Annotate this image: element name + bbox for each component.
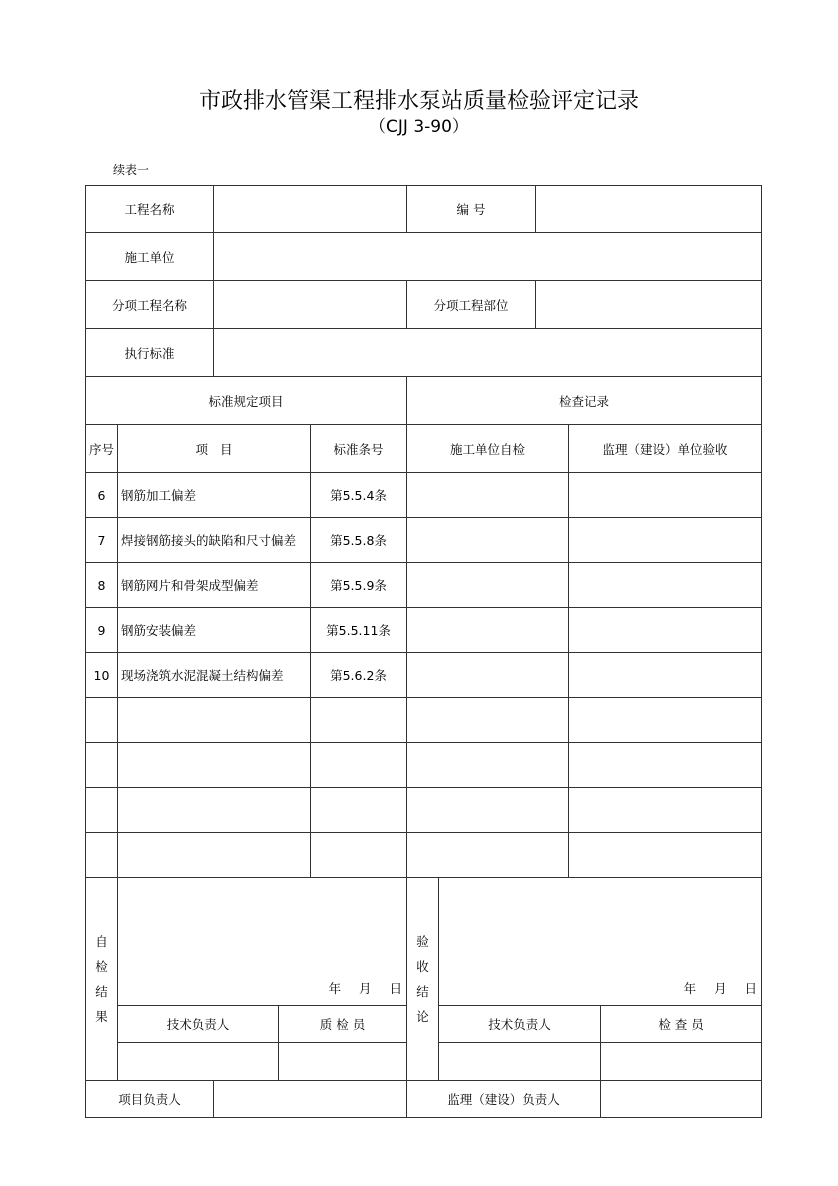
empty-cell[interactable] xyxy=(118,833,311,878)
empty-cell[interactable] xyxy=(407,698,569,743)
table-row xyxy=(86,608,762,653)
row-item: 钢筋安装偏差 xyxy=(118,608,311,653)
clause-header: 标准条号 xyxy=(311,425,407,473)
acceptance-conclusion-field[interactable] xyxy=(439,878,762,1006)
row-seq: 7 xyxy=(86,518,118,563)
row-supervision-field[interactable] xyxy=(569,653,762,698)
self-check-date: 年 月 日 xyxy=(328,981,403,996)
sub-project-name-label: 分项工程名称 xyxy=(86,281,214,329)
checker-signature[interactable] xyxy=(601,1043,762,1081)
row-item: 钢筋网片和骨架成型偏差 xyxy=(118,563,311,608)
row-seq: 6 xyxy=(86,473,118,518)
empty-cell[interactable] xyxy=(407,788,569,833)
project-lead-signature[interactable] xyxy=(214,1081,407,1118)
quality-inspector-label: 质 检 员 xyxy=(279,1006,407,1043)
empty-cell[interactable] xyxy=(118,788,311,833)
table-row xyxy=(86,518,762,563)
checker-label: 检 查 员 xyxy=(601,1006,762,1043)
empty-cell[interactable] xyxy=(86,698,118,743)
row-self-check-field[interactable] xyxy=(407,563,569,608)
self-check-result-text: 自检结果 xyxy=(95,934,108,1024)
row-clause: 第5.5.11条 xyxy=(311,608,407,653)
self-tech-lead-signature[interactable] xyxy=(118,1043,279,1081)
row-item: 钢筋加工偏差 xyxy=(118,473,311,518)
construction-unit-field[interactable] xyxy=(214,233,762,281)
row-item: 焊接钢筋接头的缺陷和尺寸偏差 xyxy=(118,518,311,563)
standard-field[interactable] xyxy=(214,329,762,377)
number-label: 编 号 xyxy=(407,186,536,233)
empty-cell[interactable] xyxy=(569,698,762,743)
empty-row xyxy=(86,788,762,833)
item-header: 项 目 xyxy=(118,425,311,473)
empty-cell[interactable] xyxy=(118,698,311,743)
self-check-header: 施工单位自检 xyxy=(407,425,569,473)
supervision-header: 监理（建设）单位验收 xyxy=(569,425,762,473)
project-name-field[interactable] xyxy=(214,186,407,233)
number-field[interactable] xyxy=(536,186,762,233)
empty-cell[interactable] xyxy=(569,743,762,788)
empty-cell[interactable] xyxy=(311,833,407,878)
standard-items-header: 标准规定项目 xyxy=(86,377,407,425)
acceptance-tech-lead-label: 技术负责人 xyxy=(439,1006,601,1043)
row-supervision-field[interactable] xyxy=(569,518,762,563)
row-item: 现场浇筑水泥混凝土结构偏差 xyxy=(118,653,311,698)
acceptance-conclusion-label xyxy=(407,878,439,1081)
empty-cell[interactable] xyxy=(569,788,762,833)
row-self-check-field[interactable] xyxy=(407,608,569,653)
row-seq: 8 xyxy=(86,563,118,608)
standard-label: 执行标准 xyxy=(86,329,214,377)
empty-cell[interactable] xyxy=(311,698,407,743)
self-check-result-field[interactable] xyxy=(118,878,407,1006)
row-seq: 10 xyxy=(86,653,118,698)
inspection-form xyxy=(85,185,762,1118)
empty-cell[interactable] xyxy=(407,833,569,878)
sub-project-location-label: 分项工程部位 xyxy=(407,281,536,329)
table-row xyxy=(86,473,762,518)
row-self-check-field[interactable] xyxy=(407,653,569,698)
supervision-lead-label: 监理（建设）负责人 xyxy=(407,1081,601,1118)
empty-row xyxy=(86,743,762,788)
sub-project-name-field[interactable] xyxy=(214,281,407,329)
table-row xyxy=(86,653,762,698)
empty-cell[interactable] xyxy=(86,833,118,878)
empty-cell[interactable] xyxy=(569,833,762,878)
empty-row xyxy=(86,698,762,743)
project-name-label: 工程名称 xyxy=(86,186,214,233)
row-supervision-field[interactable] xyxy=(569,563,762,608)
row-supervision-field[interactable] xyxy=(569,608,762,653)
row-clause: 第5.6.2条 xyxy=(311,653,407,698)
project-lead-label: 项目负责人 xyxy=(86,1081,214,1118)
row-clause: 第5.5.9条 xyxy=(311,563,407,608)
acceptance-conclusion-text: 验收结论 xyxy=(416,934,429,1024)
row-seq: 9 xyxy=(86,608,118,653)
seq-header: 序号 xyxy=(86,425,118,473)
empty-cell[interactable] xyxy=(311,788,407,833)
self-tech-lead-label: 技术负责人 xyxy=(118,1006,279,1043)
page-title: 市政排水管渠工程排水泵站质量检验评定记录 xyxy=(198,89,639,114)
supervision-lead-signature[interactable] xyxy=(601,1081,762,1118)
acceptance-date: 年 月 日 xyxy=(683,981,758,996)
empty-cell[interactable] xyxy=(311,743,407,788)
continuation-label: 续表一 xyxy=(113,163,150,177)
empty-cell[interactable] xyxy=(86,788,118,833)
sub-project-location-field[interactable] xyxy=(536,281,762,329)
empty-row xyxy=(86,833,762,878)
self-check-result-label xyxy=(86,878,118,1081)
quality-inspector-signature[interactable] xyxy=(279,1043,407,1081)
acceptance-tech-lead-signature[interactable] xyxy=(439,1043,601,1081)
row-self-check-field[interactable] xyxy=(407,473,569,518)
row-clause: 第5.5.8条 xyxy=(311,518,407,563)
row-self-check-field[interactable] xyxy=(407,518,569,563)
row-clause: 第5.5.4条 xyxy=(311,473,407,518)
table-row xyxy=(86,563,762,608)
construction-unit-label: 施工单位 xyxy=(86,233,214,281)
empty-cell[interactable] xyxy=(407,743,569,788)
row-supervision-field[interactable] xyxy=(569,473,762,518)
page-subtitle: （CJJ 3-90） xyxy=(369,117,469,137)
empty-cell[interactable] xyxy=(118,743,311,788)
inspection-record-header: 检查记录 xyxy=(407,377,762,425)
empty-cell[interactable] xyxy=(86,743,118,788)
